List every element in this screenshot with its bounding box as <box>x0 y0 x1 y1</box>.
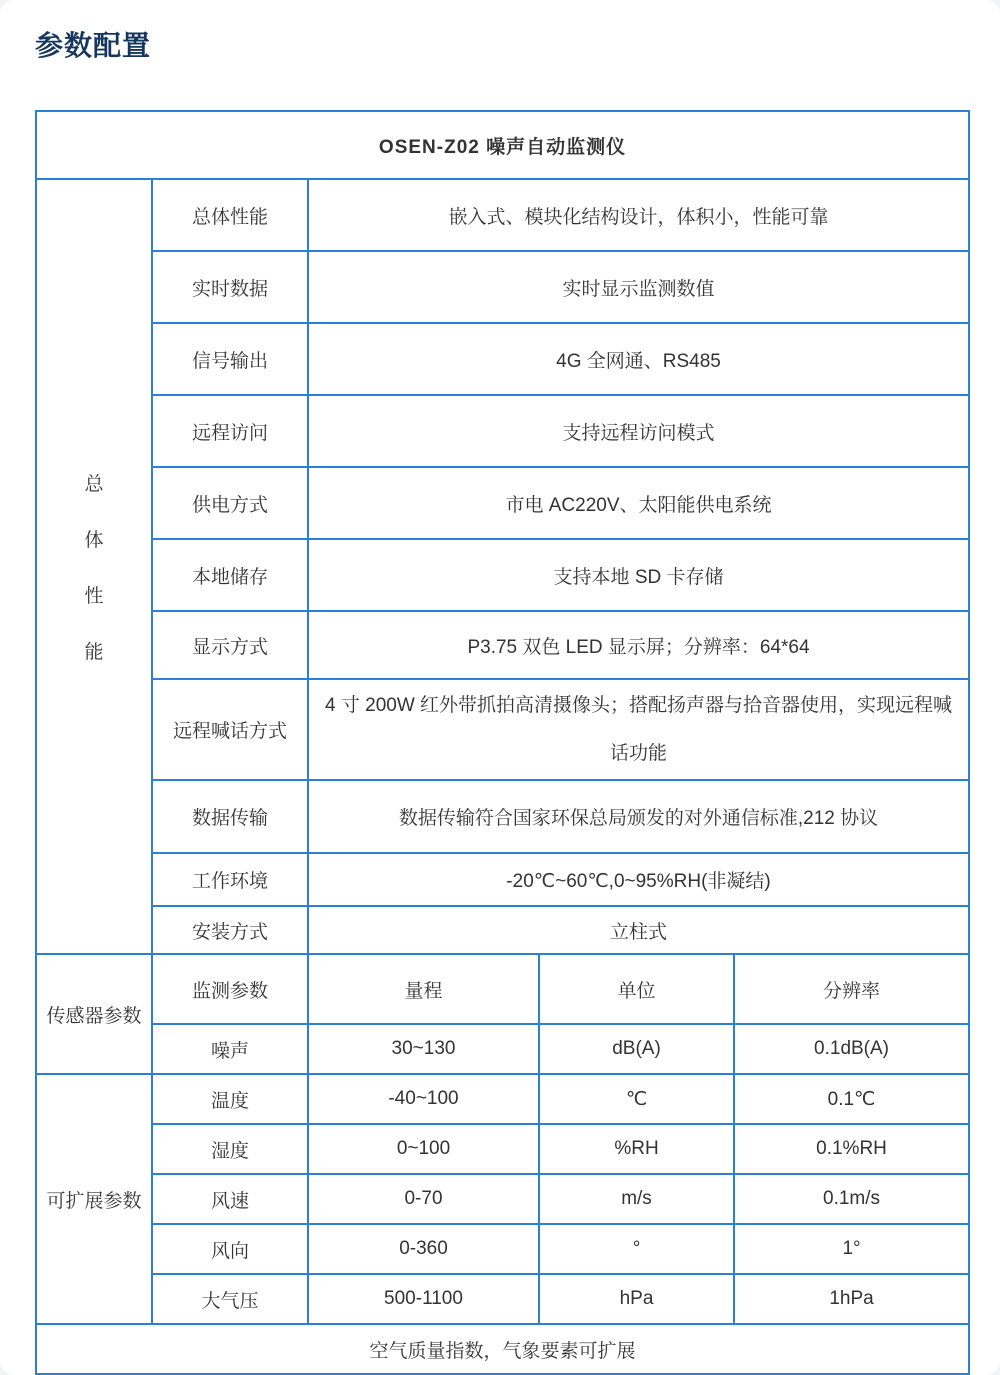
expandable-section-label: 可扩展参数 <box>36 1074 152 1324</box>
general-label-char: 能 <box>84 642 104 663</box>
spec-value-cell: 支持远程访问模式 <box>308 395 969 467</box>
param-row <box>36 1274 969 1324</box>
spec-value-cell: 市电 AC220V、太阳能供电系统 <box>308 467 969 539</box>
param-range-cell: 0-70 <box>308 1174 539 1224</box>
param-resolution-cell: 0.1℃ <box>734 1074 969 1124</box>
spec-label-cell: 供电方式 <box>152 467 308 539</box>
param-range-cell: 30~130 <box>308 1024 539 1074</box>
spec-value-cell: 4 寸 200W 红外带抓拍高清摄像头；搭配扬声器与拾音器使用，实现远程喊话功能 <box>308 679 969 780</box>
param-header-row <box>36 954 969 1024</box>
spec-label-cell: 显示方式 <box>152 611 308 679</box>
param-unit-cell: %RH <box>539 1124 734 1174</box>
param-name-cell: 大气压 <box>152 1274 308 1324</box>
param-name-cell: 湿度 <box>152 1124 308 1174</box>
spec-label-cell: 总体性能 <box>152 179 308 251</box>
param-name-cell: 噪声 <box>152 1024 308 1074</box>
spec-label-cell: 数据传输 <box>152 780 308 853</box>
spec-value-cell: 数据传输符合国家环保总局颁发的对外通信标准,212 协议 <box>308 780 969 853</box>
param-name-cell: 温度 <box>152 1074 308 1124</box>
spec-row <box>36 467 969 539</box>
footer-row <box>36 1324 969 1374</box>
spec-row <box>36 906 969 954</box>
param-row <box>36 1024 969 1074</box>
spec-row <box>36 395 969 467</box>
param-resolution-cell: 0.1dB(A) <box>734 1024 969 1074</box>
spec-value-cell: -20℃~60℃,0~95%RH(非凝结) <box>308 853 969 906</box>
general-section-label <box>36 179 152 954</box>
spec-value-cell: 4G 全网通、RS485 <box>308 323 969 395</box>
param-unit-cell: m/s <box>539 1174 734 1224</box>
param-row <box>36 1074 969 1124</box>
param-name-cell: 风速 <box>152 1174 308 1224</box>
param-unit-cell: ℃ <box>539 1074 734 1124</box>
spec-label-cell: 信号输出 <box>152 323 308 395</box>
spec-row <box>36 179 969 251</box>
spec-row <box>36 853 969 906</box>
param-unit-cell: hPa <box>539 1274 734 1324</box>
param-row <box>36 1224 969 1274</box>
general-label-char: 总 <box>84 474 104 495</box>
param-resolution-cell: 0.1m/s <box>734 1174 969 1224</box>
param-header-cell: 监测参数 <box>152 954 308 1024</box>
general-label-char: 体 <box>84 530 104 551</box>
table-footer-note: 空气质量指数，气象要素可扩展 <box>36 1324 969 1374</box>
table-title: OSEN-Z02 噪声自动监测仪 <box>36 111 969 179</box>
spec-label-cell: 安装方式 <box>152 906 308 954</box>
spec-value-cell: 支持本地 SD 卡存储 <box>308 539 969 611</box>
param-header-cell: 分辨率 <box>734 954 969 1024</box>
table-title-row <box>36 111 969 179</box>
spec-label-cell: 实时数据 <box>152 251 308 323</box>
spec-label-cell: 远程访问 <box>152 395 308 467</box>
spec-table <box>35 110 970 1375</box>
page-title: 参数配置 <box>35 30 152 61</box>
spec-row <box>36 611 969 679</box>
sensor-section-label: 传感器参数 <box>36 954 152 1074</box>
spec-value-cell: 实时显示监测数值 <box>308 251 969 323</box>
spec-row <box>36 679 969 780</box>
param-unit-cell: ° <box>539 1224 734 1274</box>
param-unit-cell: dB(A) <box>539 1024 734 1074</box>
param-resolution-cell: 1° <box>734 1224 969 1274</box>
param-header-cell: 单位 <box>539 954 734 1024</box>
general-section-label-stack <box>45 469 143 664</box>
spec-label-cell: 远程喊话方式 <box>152 679 308 780</box>
param-resolution-cell: 0.1%RH <box>734 1124 969 1174</box>
param-header-cell: 量程 <box>308 954 539 1024</box>
general-label-char: 性 <box>84 586 104 607</box>
param-range-cell: 0~100 <box>308 1124 539 1174</box>
spec-label-cell: 本地储存 <box>152 539 308 611</box>
param-resolution-cell: 1hPa <box>734 1274 969 1324</box>
spec-label-cell: 工作环境 <box>152 853 308 906</box>
spec-value-cell: 嵌入式、模块化结构设计，体积小，性能可靠 <box>308 179 969 251</box>
spec-row <box>36 323 969 395</box>
spec-row <box>36 251 969 323</box>
param-range-cell: -40~100 <box>308 1074 539 1124</box>
spec-value-cell: 立柱式 <box>308 906 969 954</box>
param-row <box>36 1124 969 1174</box>
spec-value-cell: P3.75 双色 LED 显示屏；分辨率：64*64 <box>308 611 969 679</box>
param-range-cell: 0-360 <box>308 1224 539 1274</box>
param-range-cell: 500-1100 <box>308 1274 539 1324</box>
spec-row <box>36 539 969 611</box>
spec-row <box>36 780 969 853</box>
param-row <box>36 1174 969 1224</box>
param-name-cell: 风向 <box>152 1224 308 1274</box>
